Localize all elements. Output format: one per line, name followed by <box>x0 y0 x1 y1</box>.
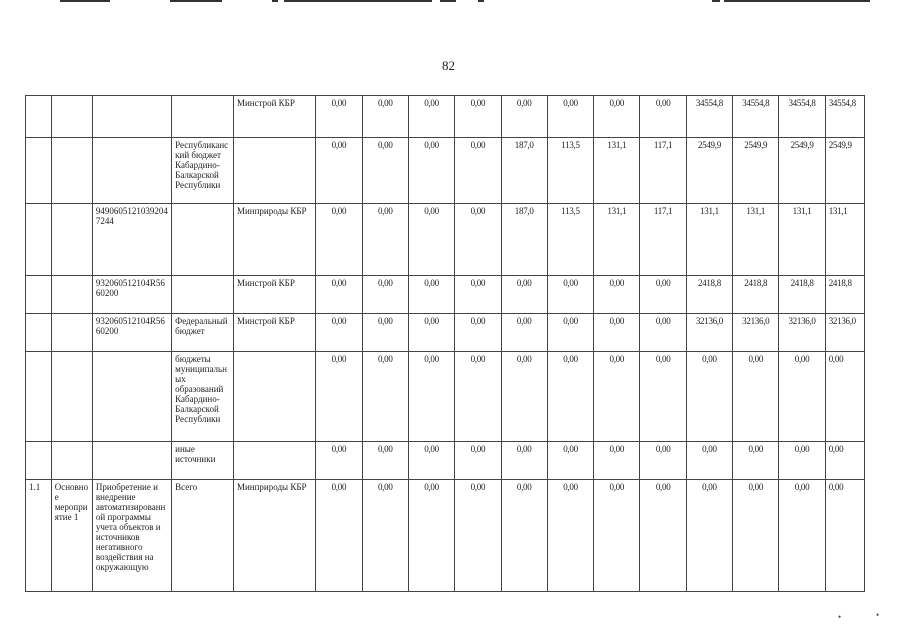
value-cell: 0,00 <box>594 276 640 314</box>
value-cell: 0,00 <box>316 204 362 276</box>
budget-table <box>25 95 865 592</box>
table-row <box>26 314 865 352</box>
value-cell: 0,00 <box>408 352 454 442</box>
value-cell: 0,00 <box>362 314 408 352</box>
value-cell: 2549,9 <box>825 138 864 204</box>
value-cell: 0,00 <box>408 138 454 204</box>
table-row <box>26 352 865 442</box>
cell-c3: 94906051210392047244 <box>92 204 171 276</box>
scan-mark: • <box>876 610 880 620</box>
value-cell: 187,0 <box>501 138 547 204</box>
cell-c1 <box>26 442 52 480</box>
value-cell: 0,00 <box>547 96 593 138</box>
value-cell: 0,00 <box>455 314 501 352</box>
value-cell: 0,00 <box>825 480 864 592</box>
cell-c5: Минстрой КБР <box>233 96 315 138</box>
value-cell: 0,00 <box>455 442 501 480</box>
cell-c2: Основное мероприятие 1 <box>51 480 92 592</box>
cell-c3 <box>92 442 171 480</box>
cell-c1 <box>26 352 52 442</box>
value-cell: 0,00 <box>779 352 825 442</box>
cell-c2 <box>51 204 92 276</box>
value-cell: 32136,0 <box>686 314 732 352</box>
value-cell: 0,00 <box>501 314 547 352</box>
cell-c1 <box>26 96 52 138</box>
cell-c4: Всего <box>172 480 234 592</box>
value-cell: 0,00 <box>408 314 454 352</box>
value-cell: 131,1 <box>594 138 640 204</box>
value-cell: 0,00 <box>733 480 779 592</box>
cell-c1: 1.1 <box>26 480 52 592</box>
table-row <box>26 442 865 480</box>
value-cell: 0,00 <box>594 96 640 138</box>
value-cell: 0,00 <box>316 138 362 204</box>
cell-c2 <box>51 96 92 138</box>
value-cell: 0,00 <box>362 96 408 138</box>
cell-c2 <box>51 276 92 314</box>
table-row <box>26 96 865 138</box>
value-cell: 34554,8 <box>779 96 825 138</box>
cell-c3: 932060512104R5660200 <box>92 276 171 314</box>
value-cell: 131,1 <box>825 204 864 276</box>
value-cell: 0,00 <box>686 442 732 480</box>
value-cell: 0,00 <box>455 138 501 204</box>
value-cell: 0,00 <box>316 442 362 480</box>
value-cell: 0,00 <box>547 480 593 592</box>
value-cell: 32136,0 <box>733 314 779 352</box>
value-cell: 2549,9 <box>733 138 779 204</box>
value-cell: 0,00 <box>825 442 864 480</box>
cell-c1 <box>26 276 52 314</box>
value-cell: 0,00 <box>640 442 686 480</box>
value-cell: 34554,8 <box>733 96 779 138</box>
value-cell: 0,00 <box>733 442 779 480</box>
value-cell: 0,00 <box>316 96 362 138</box>
cell-c3: 932060512104R5660200 <box>92 314 171 352</box>
cell-c3 <box>92 138 171 204</box>
value-cell: 0,00 <box>455 204 501 276</box>
value-cell: 0,00 <box>362 480 408 592</box>
value-cell: 131,1 <box>686 204 732 276</box>
cell-c4 <box>172 276 234 314</box>
cell-c2 <box>51 314 92 352</box>
value-cell: 0,00 <box>501 352 547 442</box>
value-cell: 0,00 <box>408 480 454 592</box>
value-cell: 0,00 <box>779 442 825 480</box>
cell-c4 <box>172 204 234 276</box>
value-cell: 0,00 <box>501 442 547 480</box>
value-cell: 0,00 <box>362 352 408 442</box>
value-cell: 131,1 <box>779 204 825 276</box>
cell-c5 <box>233 442 315 480</box>
cell-c4: Республиканский бюджет Кабардино-Балкарской Республики <box>172 138 234 204</box>
cell-c2 <box>51 442 92 480</box>
value-cell: 0,00 <box>408 276 454 314</box>
value-cell: 0,00 <box>594 352 640 442</box>
value-cell: 0,00 <box>686 352 732 442</box>
cell-c5: Минстрой КБР <box>233 276 315 314</box>
value-cell: 0,00 <box>455 352 501 442</box>
cell-c3 <box>92 352 171 442</box>
value-cell: 131,1 <box>733 204 779 276</box>
value-cell: 113,5 <box>547 138 593 204</box>
value-cell: 0,00 <box>594 442 640 480</box>
value-cell: 0,00 <box>362 204 408 276</box>
value-cell: 0,00 <box>547 442 593 480</box>
cell-c5 <box>233 138 315 204</box>
value-cell: 0,00 <box>316 352 362 442</box>
value-cell: 34554,8 <box>686 96 732 138</box>
value-cell: 2418,8 <box>779 276 825 314</box>
value-cell: 2549,9 <box>686 138 732 204</box>
value-cell: 0,00 <box>594 314 640 352</box>
cell-c1 <box>26 138 52 204</box>
cell-c5: Минстрой КБР <box>233 314 315 352</box>
value-cell: 34554,8 <box>825 96 864 138</box>
value-cell: 0,00 <box>316 276 362 314</box>
scan-mark: • <box>838 612 842 622</box>
value-cell: 2418,8 <box>825 276 864 314</box>
value-cell: 113,5 <box>547 204 593 276</box>
value-cell: 131,1 <box>594 204 640 276</box>
value-cell: 0,00 <box>779 480 825 592</box>
cell-c5: Минприроды КБР <box>233 480 315 592</box>
value-cell: 32136,0 <box>825 314 864 352</box>
cell-c3 <box>92 96 171 138</box>
value-cell: 0,00 <box>408 204 454 276</box>
cell-c5 <box>233 352 315 442</box>
value-cell: 0,00 <box>316 480 362 592</box>
value-cell: 0,00 <box>408 442 454 480</box>
value-cell: 0,00 <box>501 480 547 592</box>
value-cell: 0,00 <box>547 276 593 314</box>
cell-c1 <box>26 204 52 276</box>
page-number: 82 <box>442 58 455 73</box>
value-cell: 0,00 <box>408 96 454 138</box>
value-cell: 0,00 <box>362 442 408 480</box>
value-cell: 2549,9 <box>779 138 825 204</box>
scan-artifact-top <box>0 0 905 8</box>
value-cell: 0,00 <box>640 276 686 314</box>
value-cell: 0,00 <box>501 276 547 314</box>
cell-c3: Приобретение и внедрение автоматизированной программы учета объектов и источников негативного воздействия на окружающую <box>92 480 171 592</box>
table-row <box>26 138 865 204</box>
value-cell: 0,00 <box>640 352 686 442</box>
value-cell: 0,00 <box>640 96 686 138</box>
table-row <box>26 276 865 314</box>
value-cell: 2418,8 <box>733 276 779 314</box>
value-cell: 187,0 <box>501 204 547 276</box>
cell-c4: бюджеты муниципальных образований Кабардино-Балкарской Республики <box>172 352 234 442</box>
value-cell: 0,00 <box>594 480 640 592</box>
value-cell: 0,00 <box>501 96 547 138</box>
cell-c4: иные источники <box>172 442 234 480</box>
cell-c4: Федеральный бюджет <box>172 314 234 352</box>
cell-c4 <box>172 96 234 138</box>
value-cell: 0,00 <box>362 276 408 314</box>
value-cell: 0,00 <box>455 480 501 592</box>
table-row <box>26 480 865 592</box>
value-cell: 0,00 <box>640 314 686 352</box>
value-cell: 0,00 <box>316 314 362 352</box>
value-cell: 0,00 <box>686 480 732 592</box>
value-cell: 0,00 <box>362 138 408 204</box>
cell-c2 <box>51 138 92 204</box>
value-cell: 117,1 <box>640 204 686 276</box>
value-cell: 0,00 <box>825 352 864 442</box>
value-cell: 0,00 <box>547 352 593 442</box>
value-cell: 0,00 <box>455 96 501 138</box>
value-cell: 0,00 <box>547 314 593 352</box>
value-cell: 0,00 <box>733 352 779 442</box>
cell-c1 <box>26 314 52 352</box>
value-cell: 2418,8 <box>686 276 732 314</box>
cell-c2 <box>51 352 92 442</box>
value-cell: 0,00 <box>455 276 501 314</box>
table-row <box>26 204 865 276</box>
value-cell: 0,00 <box>640 480 686 592</box>
value-cell: 117,1 <box>640 138 686 204</box>
cell-c5: Минприроды КБР <box>233 204 315 276</box>
value-cell: 32136,0 <box>779 314 825 352</box>
